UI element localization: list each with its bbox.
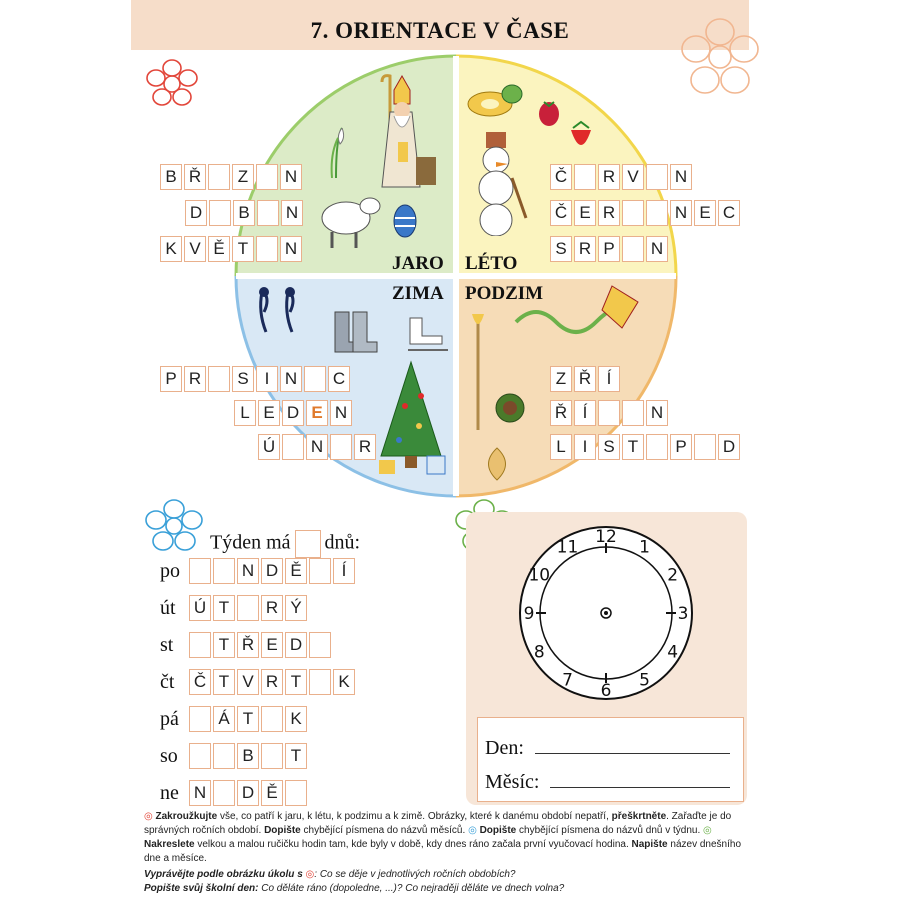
letter-cell[interactable]: R [598,164,620,190]
letter-cell[interactable]: T [285,669,307,695]
month-name-label: Měsíc: [485,771,540,793]
day-name-label: Den: [485,737,524,759]
letter-cell[interactable]: T [237,706,259,732]
month-row [185,200,305,226]
letter-cell[interactable]: C [328,366,350,392]
day-label: čt [160,671,175,693]
letter-cell[interactable]: B [233,200,255,226]
letter-cell[interactable]: N [280,164,302,190]
letter-cell[interactable]: E [306,400,328,426]
letter-cell[interactable] [208,366,230,392]
ice-skate-icon [404,316,452,354]
christmas-tree-icon [375,356,447,476]
letter-cell[interactable] [646,164,668,190]
letter-cell[interactable]: N [280,236,302,262]
letter-cell[interactable] [256,164,278,190]
month-row [550,236,670,262]
letter-cell[interactable] [208,164,230,190]
letter-cell[interactable]: N [670,200,692,226]
raspberry-icon [536,96,562,128]
clock-number: 5 [639,670,650,691]
week-text-after: dnů: [324,531,361,554]
letter-cell[interactable]: V [184,236,206,262]
day-label: pá [160,708,179,730]
flower-icon [142,56,202,111]
letter-cell[interactable] [304,366,326,392]
season-label-summer: LÉTO [465,253,518,274]
letter-cell[interactable]: S [598,434,620,460]
letter-cell[interactable]: N [646,236,668,262]
letter-cell[interactable]: Ř [237,632,259,658]
letter-cell[interactable]: N [330,400,352,426]
clock-number: 8 [533,642,545,663]
letter-cell[interactable]: E [258,400,280,426]
clock-number: 12 [595,527,617,547]
clock-number: 9 [523,604,535,624]
day-row [189,595,309,621]
clock-number: 3 [677,604,689,624]
month-row [160,164,304,190]
day-label: so [160,745,178,767]
clock-number: 4 [667,642,679,663]
letter-cell[interactable]: B [237,743,259,769]
day-label: st [160,634,174,656]
letter-cell[interactable]: D [718,434,740,460]
day-row [189,780,309,806]
letter-cell[interactable] [574,164,596,190]
circle-marker-icon: ◎ [703,825,712,836]
letter-cell[interactable]: Í [598,366,620,392]
letter-cell[interactable] [237,595,259,621]
letter-cell[interactable]: B [160,164,182,190]
letter-cell[interactable]: R [261,669,283,695]
clock-face[interactable] [516,523,696,703]
swallows-icon [252,282,304,334]
season-label-autumn: PODZIM [465,283,544,304]
letter-cell[interactable] [694,434,716,460]
letter-cell[interactable]: T [622,434,644,460]
letter-cell[interactable] [598,400,620,426]
letter-cell[interactable] [309,669,331,695]
letter-cell[interactable]: D [261,558,283,584]
letter-cell[interactable]: Ř [550,400,572,426]
letter-cell[interactable] [261,706,283,732]
day-row [189,632,333,658]
letter-cell[interactable]: R [184,366,206,392]
flower-icon [680,12,760,102]
letter-cell[interactable]: N [237,558,259,584]
letter-cell[interactable]: Ř [184,164,206,190]
days-count-box[interactable] [295,530,321,558]
day-label: út [160,597,176,619]
broom-icon [466,310,490,434]
letter-cell[interactable]: N [306,434,328,460]
letter-cell[interactable] [261,743,283,769]
letter-cell[interactable]: Z [550,366,572,392]
leaf-icon [480,446,514,482]
letter-cell[interactable]: N [189,780,211,806]
letter-cell[interactable]: N [646,400,668,426]
letter-cell[interactable] [213,780,235,806]
letter-cell[interactable]: L [550,434,572,460]
letter-cell[interactable]: N [670,164,692,190]
letter-cell[interactable] [189,743,211,769]
day-row [189,743,309,769]
letter-cell[interactable]: R [598,200,620,226]
day-row [189,706,309,732]
letter-cell[interactable] [622,200,644,226]
seasons-wheel [232,52,680,500]
day-label: po [160,560,180,582]
letter-cell[interactable]: Ú [258,434,280,460]
circle-marker-icon: ◎ [305,869,315,880]
week-question [210,530,360,558]
letter-cell[interactable] [285,780,307,806]
letter-cell[interactable]: I [574,434,596,460]
letter-cell[interactable]: Í [574,400,596,426]
letter-cell[interactable]: Ě [208,236,230,262]
instruction-paragraph: Popište svůj školní den: Co děláte ráno (dopoledne, ...)? Co nejraději děláte ve dnech volna? [144,883,565,894]
letter-cell[interactable]: K [160,236,182,262]
letter-cell[interactable]: Z [232,164,254,190]
letter-cell[interactable]: L [234,400,256,426]
month-row [160,366,352,392]
letter-cell[interactable]: V [622,164,644,190]
flower-icon [142,496,206,556]
letter-cell[interactable]: Č [550,200,572,226]
lamb-icon [316,188,386,250]
letter-cell[interactable] [213,743,235,769]
instruction-paragraph: Vyprávějte podle obrázku úkolu s ◎: Co se děje v jednotlivých ročních obdobích? [144,869,516,880]
letter-cell[interactable] [209,200,231,226]
winter-boots-icon [331,310,381,354]
letter-cell[interactable]: N [280,366,302,392]
season-label-spring: JARO [392,253,444,274]
letter-cell[interactable] [309,558,331,584]
letter-cell[interactable]: T [232,236,254,262]
letter-cell[interactable]: Ř [574,366,596,392]
day-name-field[interactable] [485,737,730,760]
letter-cell[interactable] [646,434,668,460]
letter-cell[interactable] [622,400,644,426]
letter-cell[interactable]: P [670,434,692,460]
letter-cell[interactable]: Ý [285,595,307,621]
letter-cell[interactable]: P [160,366,182,392]
letter-cell[interactable]: T [213,669,235,695]
snowman-icon [466,128,528,236]
letter-cell[interactable] [282,434,304,460]
instructions [144,810,744,896]
letter-cell[interactable]: T [213,632,235,658]
page-title: 7. ORIENTACE V ČASE [310,18,570,43]
letter-cell[interactable] [257,200,279,226]
instruction-paragraph: ◎ Zakroužkujte vše, co patří k jaru, k létu, k podzimu a k zimě. Obrázky, které k danému období nepatří, přeškrtněte. Zařaďte je do správných ročních období. Dopište chybějící písmena do názvů měsíců. ◎ Dopište chybějící písmena do názvů dnů v týdnu. ◎ Nakreslete velkou a malou ručičku hodin tam, kde byly v době, kdy dnes ráno začala první vyučovací hodina. Napište název dnešního dne a měsíce. [144,811,742,864]
letter-cell[interactable]: E [261,632,283,658]
letter-cell[interactable]: Ú [189,595,211,621]
chestnut-icon [491,390,529,426]
letter-cell[interactable]: I [256,366,278,392]
letter-cell[interactable] [309,632,331,658]
letter-cell[interactable]: K [285,706,307,732]
letter-cell[interactable] [646,200,668,226]
letter-cell[interactable]: R [574,236,596,262]
letter-cell[interactable]: K [333,669,355,695]
month-row [550,400,670,426]
letter-cell[interactable]: E [694,200,716,226]
strawberry-icon [567,120,595,152]
clock-number: 10 [528,565,551,586]
letter-cell[interactable]: D [285,632,307,658]
letter-cell[interactable]: D [185,200,207,226]
easter-egg-icon [392,202,418,240]
letter-cell[interactable]: Č [189,669,211,695]
swimming-ring-icon [464,82,526,118]
letter-cell[interactable]: R [354,434,376,460]
letter-cell[interactable]: T [213,595,235,621]
circle-marker-icon: ◎ [468,825,477,836]
clock-number: 6 [600,681,612,701]
letter-cell[interactable]: P [598,236,620,262]
month-row [550,434,742,460]
letter-cell[interactable]: C [718,200,740,226]
letter-cell[interactable] [189,632,211,658]
circle-marker-icon: ◎ [144,811,153,822]
clock-number: 1 [639,537,650,558]
letter-cell[interactable]: S [232,366,254,392]
letter-cell[interactable]: Á [213,706,235,732]
month-row [550,164,694,190]
letter-cell[interactable]: T [285,743,307,769]
clock-number: 2 [667,565,679,586]
letter-cell[interactable]: S [550,236,572,262]
day-row [189,669,357,695]
month-row [550,366,622,392]
clock-number: 11 [556,537,579,558]
day-label: ne [160,782,179,804]
day-row [189,558,357,584]
season-label-winter: ZIMA [392,283,444,304]
letter-cell[interactable]: E [574,200,596,226]
snowdrop-icon [322,118,352,178]
letter-cell[interactable] [622,236,644,262]
letter-cell[interactable] [213,558,235,584]
letter-cell[interactable]: Č [550,164,572,190]
letter-cell[interactable]: Ě [261,780,283,806]
letter-cell[interactable]: D [237,780,259,806]
letter-cell[interactable]: R [261,595,283,621]
letter-cell[interactable]: Í [333,558,355,584]
st-nicholas-icon [368,72,438,190]
letter-cell[interactable]: Ě [285,558,307,584]
month-row [550,200,742,226]
clock-number: 7 [562,670,573,691]
letter-cell[interactable] [189,558,211,584]
month-row [160,236,304,262]
letter-cell[interactable] [189,706,211,732]
week-text-before: Týden má [210,531,291,554]
letter-cell[interactable] [330,434,352,460]
month-name-field[interactable] [485,771,730,794]
month-row [258,434,378,460]
letter-cell[interactable]: V [237,669,259,695]
letter-cell[interactable]: N [281,200,303,226]
letter-cell[interactable]: D [282,400,304,426]
letter-cell[interactable] [256,236,278,262]
month-row [234,400,354,426]
